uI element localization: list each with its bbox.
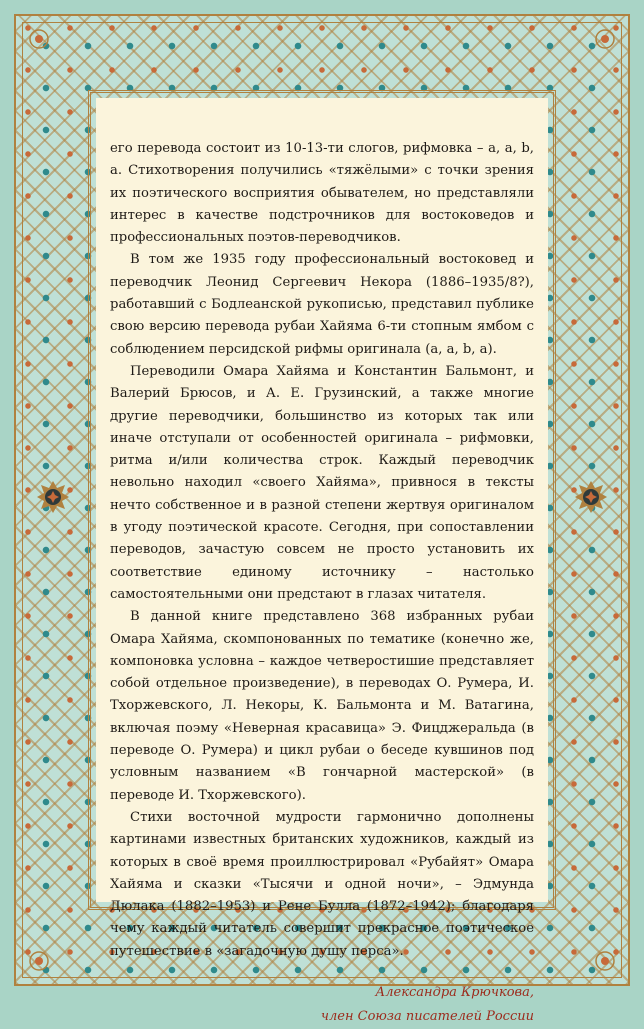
medallion-right-icon bbox=[574, 480, 608, 514]
rosette-icon bbox=[28, 950, 50, 972]
text-panel bbox=[96, 98, 548, 1024]
paragraph: Переводили Омара Хайяма и Константин Бальмонт, и Валерий Брюсов, и А. Е. Грузинский, а также многие другие переводчики, большинство из которых так или иначе отступали от особенностей оригинала – рифмовки, ритма и/или количества строк. Каждый переводчик невольно находил «своего Хайяма», привнося в тексты нечто собственное и в разной степени жертвуя оригиналом в угоду поэтической красоте. Сегодня, при сопоставлении переводов, зачастую совсем не просто установить их соответствие единому источнику – настолько самостоятельными они предстают в глазах читателя. bbox=[110, 363, 534, 602]
rosette-icon bbox=[594, 28, 616, 50]
paragraph: В данной книге представлено 368 избранных рубаи Омара Хайяма, скомпонованных по тематике (конечно же, компоновка условна – каждое четверостишие представляет собой отдельное произведение), в переводах О. Румера, И. Тхоржевского, Л. Некоры, К. Бальмонта и М. Ватагина, включая поэму «Неверная красавица» Э. Фицджеральда (в переводе О. Румера) и цикл рубаи о беседе кувшинов под условным названием «В гончарной мастерской» (в переводе И. Тхоржевского). bbox=[110, 609, 534, 803]
signature bbox=[110, 981, 534, 1029]
body-text bbox=[110, 138, 534, 963]
signature-title: член Союза писателей России bbox=[320, 1008, 534, 1024]
rosette-icon bbox=[594, 950, 616, 972]
rosette-icon bbox=[28, 28, 50, 50]
paragraph: В том же 1935 году профессиональный востоковед и переводчик Леонид Сергеевич Некора (1886–1935/8?), работавший с Бодлеанской рукописью, представил публике свою версию перевода рубаи Хайяма 6-ти стопным ямбом с соблюдением персидской рифмы оригинала (а, а, b, а). bbox=[110, 252, 534, 357]
paragraph: его перевода состоит из 10-13-ти слогов, рифмовка – а, а, b, а. Стихотворения получились «тяжёлыми» с точки зрения их поэтического восприятия обывателем, но представляли интерес в качестве подстрочников для востоковедов и профессиональных поэтов-переводчиков. bbox=[110, 141, 534, 246]
signature-name: Александра Крючкова, bbox=[375, 984, 534, 1000]
paragraph: Стихи восточной мудрости гармонично дополнены картинами известных британских художников, каждый из которых в своё время проиллюстрировал «Рубайят» Омара Хайяма и сказки «Тысячи и одной ночи», – Эдмунда Дюлака (1882–1953) и Рене Булла (1872–1942); благодаря чему каждый читатель совершит прекрасное поэтическое путешествие в «загадочную душу перса». bbox=[110, 809, 534, 959]
medallion-left-icon bbox=[36, 480, 70, 514]
